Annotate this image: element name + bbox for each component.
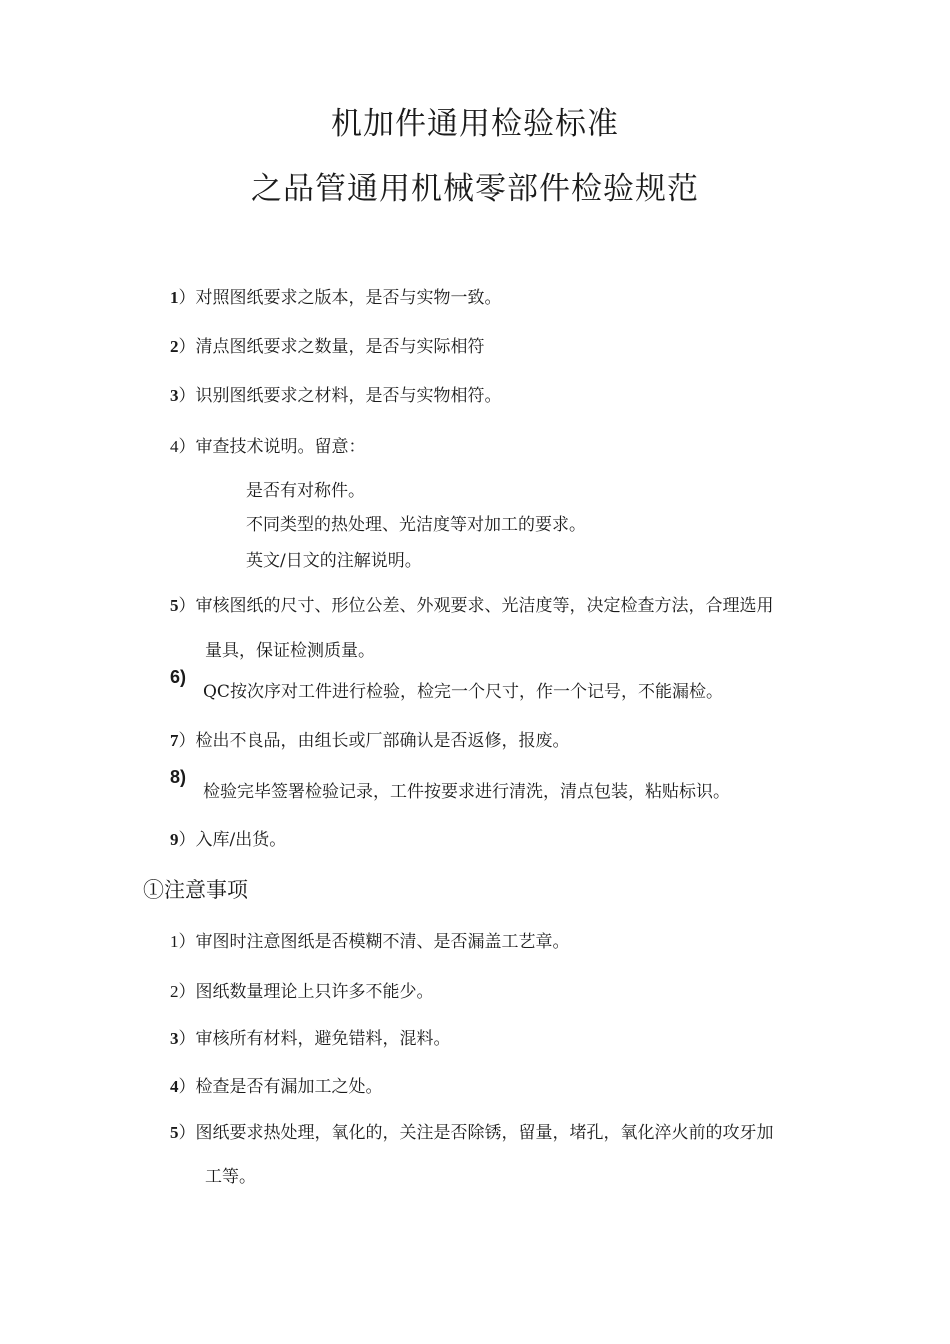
item-text: 图纸要求热处理，氧化的，关注是否除锈，留量，堵孔，氧化淬火前的攻牙加 (195, 1123, 774, 1143)
item-continuation: 量具，保证检测质量。 (205, 641, 375, 661)
list-item (170, 981, 434, 1003)
item-text: 检查是否有漏加工之处。 (195, 1077, 383, 1097)
item-paren: ） (178, 437, 196, 457)
item-paren: ） (178, 1029, 196, 1049)
sub-item: 英文/日文的注解说明。 (246, 551, 422, 571)
list-item (170, 385, 502, 407)
sub-item: 不同类型的热处理、光洁度等对加工的要求。 (246, 515, 586, 535)
list-item (170, 436, 366, 458)
sub-item: 是否有对称件。 (246, 481, 365, 501)
item-number: 4 (170, 437, 179, 456)
page-title: 机加件通用检验标准 (331, 106, 619, 142)
item-continuation: 工等。 (205, 1167, 256, 1187)
list-item (170, 287, 502, 309)
item-paren: ） (178, 337, 196, 357)
item-text: QC按次序对工件进行检验，检完一个尺寸，作一个记号，不能漏检。 (203, 682, 723, 702)
list-item (170, 829, 286, 851)
list-item (170, 595, 774, 617)
item-text: 检出不良品，由组长或厂部确认是否返修，报废。 (195, 731, 570, 751)
item-number: 5 (170, 1123, 179, 1142)
list-item (170, 931, 570, 953)
item-text: 检验完毕签署检验记录，工件按要求进行清洗，清点包装，粘贴标识。 (203, 782, 730, 802)
section-title: ①注意事项 (143, 878, 248, 902)
item-number: 4 (170, 1077, 179, 1096)
item-text: 清点图纸要求之数量，是否与实际相符 (195, 337, 485, 357)
list-item (170, 1076, 383, 1098)
item-number: 8) (170, 767, 187, 787)
item-paren: ） (178, 932, 196, 952)
item-number: 2 (170, 982, 179, 1001)
page-subtitle: 之品管通用机械零部件检验规范 (251, 171, 699, 207)
item-paren: ） (178, 288, 196, 308)
item-number: 2 (170, 337, 179, 356)
item-text: 审核图纸的尺寸、形位公差、外观要求、光洁度等，决定检查方法，合理选用 (195, 596, 774, 616)
item-text: 审查技术说明。留意： (195, 437, 366, 457)
item-paren: ） (178, 982, 196, 1002)
item-number: 7 (170, 731, 179, 750)
item-paren: ） (178, 731, 196, 751)
item-text: 图纸数量理论上只许多不能少。 (195, 982, 434, 1002)
item-text: 审核所有材料，避免错料，混料。 (195, 1029, 451, 1049)
item-paren: ） (178, 386, 196, 406)
item-text: 对照图纸要求之版本，是否与实物一致。 (195, 288, 502, 308)
item-number: 1 (170, 932, 179, 951)
item-paren: ） (178, 596, 196, 616)
item-text: 识别图纸要求之材料，是否与实物相符。 (195, 386, 502, 406)
item-paren: ） (178, 1123, 196, 1143)
item-number: 5 (170, 596, 179, 615)
list-item (170, 1028, 451, 1050)
item-paren: ） (178, 1077, 196, 1097)
list-item (170, 730, 570, 752)
item-number: 6) (170, 667, 187, 687)
item-number: 3 (170, 1029, 179, 1048)
item-number: 3 (170, 386, 179, 405)
item-number: 9 (170, 830, 179, 849)
item-number: 1 (170, 288, 179, 307)
list-item (170, 1122, 774, 1144)
item-text: 入库/出货。 (195, 830, 287, 850)
list-item (170, 336, 485, 358)
item-text: 审图时注意图纸是否模糊不清、是否漏盖工艺章。 (195, 932, 570, 952)
item-paren: ） (178, 830, 196, 850)
